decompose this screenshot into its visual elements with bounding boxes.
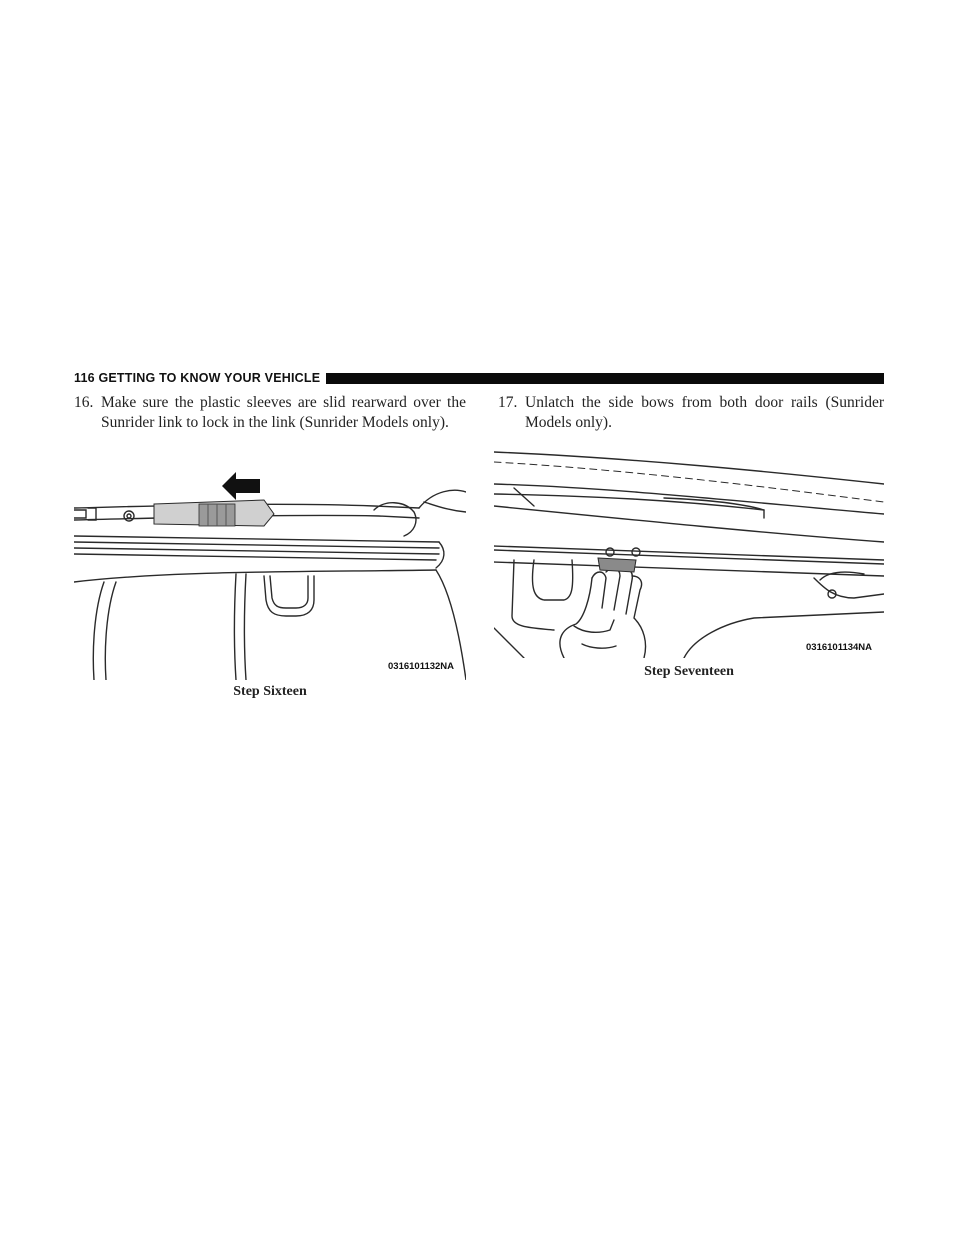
roof-link-drawing (74, 450, 466, 680)
step-number: 17. (498, 394, 518, 411)
figure-code: 0316101132NA (388, 661, 455, 672)
figure-caption: Step Sixteen (233, 684, 307, 699)
step-text: Unlatch the side bows from both door rails (Sunrider Models only). (525, 394, 884, 431)
step-17 (498, 393, 884, 433)
figure-code: 0316101134NA (806, 642, 873, 653)
header-title: 116 GETTING TO KNOW YOUR VEHICLE (74, 371, 326, 385)
step-16 (74, 393, 466, 433)
step-text: Make sure the plastic sleeves are slid rearward over the Sunrider link to lock in the link (Sunrider Models only). (101, 394, 466, 431)
door-rail-drawing (494, 448, 884, 658)
step-seventeen-illustration (494, 448, 884, 658)
page-header (74, 371, 884, 385)
step-sixteen-illustration (74, 450, 466, 680)
step-number: 16. (74, 394, 94, 411)
figure-caption: Step Seventeen (644, 664, 734, 679)
